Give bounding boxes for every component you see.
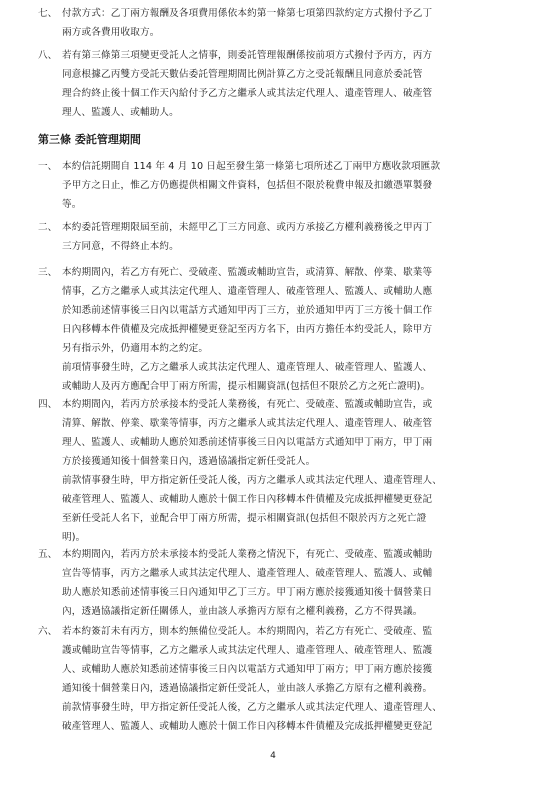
page-number: 4	[270, 751, 276, 761]
clause-item-7	[38, 4, 508, 42]
text-line: 前款情事發生時，甲方指定新任受託人後，乙方之繼承人或其法定代理人、遺產管理人、	[62, 702, 443, 713]
text-line: 人、或輔助人應於知悉前述情事後三日內以電話方式通知甲丁兩方；甲丁兩方應於接獲	[62, 664, 433, 675]
text-line: 助人應於知悉前述情事後三日內通知甲乙丁三方。甲丁兩方應於接獲通知後十個營業日	[62, 587, 433, 598]
text-line: 等。	[62, 199, 82, 210]
text-line: 或輔助人及丙方應配合甲丁兩方所需，提示相關資訊(包括但不限於乙方之死亡證明)。	[62, 381, 431, 392]
clause-number: 五、	[38, 549, 58, 560]
clause-text	[62, 545, 508, 621]
text-line: 明)。	[62, 532, 86, 543]
text-line: 本約委託管理期限屆至前，未經甲乙丁三方同意、或丙方承接乙方權利義務後之甲丙丁	[62, 222, 433, 233]
text-line: 破產管理人、監護人、或輔助人應於十個工作日內移轉本件債權及完成抵押權變更登記	[62, 721, 433, 732]
clause-item-6	[38, 622, 508, 736]
text-line: 三方同意，不得終止本約。	[62, 241, 179, 252]
text-line: 至新任受託人名下，並配合甲丁兩方所需，提示相關資訊(包括但不限於丙方之死亡證	[62, 513, 427, 524]
text-line: 同意根據乙丙雙方受託天數佔委託管理期間比例計算乙方之受託報酬且同意於委託管	[62, 69, 423, 80]
clause-number: 三、	[38, 267, 58, 278]
text-line: 護或輔助宣告等情事，乙方之繼承人或其法定代理人、遺產管理人、破產管理人、監護	[62, 645, 433, 656]
text-line: 破產管理人、監護人、或輔助人應於十個工作日內移轉本件債權及完成抵押權變更登記	[62, 494, 433, 505]
clause-number: 四、	[38, 399, 58, 410]
clause-item-1	[38, 157, 508, 214]
clause-item-3	[38, 263, 508, 396]
text-line: 通知後十個營業日內，透過協議指定新任受託人，並由該人承擔乙方原有之權利義務。	[62, 683, 433, 694]
clause-number: 一、	[38, 161, 58, 172]
text-line: 本約期間內，若乙方有死亡、受破產、監護或輔助宣告，或清算、解散、停業、歇業等	[62, 267, 433, 278]
clause-number: 六、	[38, 626, 58, 637]
text-line: 付款方式：乙丁兩方報酬及各項費用係依本約第一條第七項第四款約定方式撥付予乙丁	[62, 8, 433, 19]
text-line: 本約期間內，若丙方於承接本約受託人業務後，有死亡、受破產、監護或輔助宣告，或	[62, 399, 433, 410]
section-heading: 第三條 委託管理期間	[38, 133, 141, 146]
clause-item-8	[38, 46, 508, 122]
clause-item-4	[38, 395, 508, 547]
text-line: 本約信託期間自 114 年 4 月 10 日起至發生第一條第七項所述乙丁兩甲方應收款項匯款	[62, 161, 441, 172]
text-line: 理人、監護人、或輔助人。	[62, 107, 179, 118]
clause-number: 七、	[38, 8, 58, 19]
text-line: 理人、監護人、或輔助人應於知悉前述情事後三日內以電話方式通知甲丁兩方，甲丁兩	[62, 437, 433, 448]
text-line: 本約期間內，若丙方於未承接本約受託人業務之情況下，有死亡、受破產、監護或輔助	[62, 549, 433, 560]
text-line: 若本約簽訂未有丙方，則本約無備位受託人。本約期間內，若乙方有死亡、受破產、監	[62, 626, 433, 637]
text-line: 於知悉前述情事後三日內以電話方式通知甲丙丁三方，並於通知甲丙丁三方後十個工作	[62, 305, 433, 316]
clause-number: 八、	[38, 50, 58, 61]
text-line: 內，透過協議指定新任關係人，並由該人承擔丙方原有之權利義務，乙方不得異議。	[62, 606, 423, 617]
text-line: 情事，乙方之繼承人或其法定代理人、遺產管理人、破產管理人、監護人、或輔助人應	[62, 286, 433, 297]
clause-text	[62, 46, 508, 122]
clause-text	[62, 622, 508, 736]
text-line: 方於接獲通知後十個營業日內，透過協議指定新任受託人。	[62, 456, 316, 467]
clause-item-5	[38, 545, 508, 621]
clause-text	[62, 157, 508, 214]
text-line: 日內移轉本件債權及完成抵押權變更登記至丙方名下，由丙方擔任本約受託人，除甲方	[62, 324, 433, 335]
text-line: 前款情事發生時，甲方指定新任受託人後，丙方之繼承人或其法定代理人、遺產管理人、	[62, 475, 443, 486]
clause-number: 二、	[38, 222, 58, 233]
text-line: 理合約終止後十個工作天內給付予乙方之繼承人或其法定代理人、遺產管理人、破產管	[62, 88, 433, 99]
clause-item-2	[38, 218, 508, 256]
clause-text	[62, 4, 508, 42]
text-line: 予甲方之日止，惟乙方仍應提供相關文件資料，包括但不限於稅費申報及扣繳憑單製發	[62, 180, 433, 191]
text-line: 另有指示外，仍適用本約之約定。	[62, 343, 209, 354]
text-line: 若有第三條第三項變更受託人之情事，則委託管理報酬係按前項方式撥付予丙方，丙方	[62, 50, 433, 61]
clause-text	[62, 395, 508, 547]
text-line: 前項情事發生時，乙方之繼承人或其法定代理人、遺產管理人、破產管理人、監護人、	[62, 362, 433, 373]
text-line: 清算、解散、停業、歇業等情事，丙方之繼承人或其法定代理人、遺產管理人、破產管	[62, 418, 433, 429]
clause-text	[62, 263, 508, 396]
clause-text	[62, 218, 508, 256]
text-line: 宣告等情事，丙方之繼承人或其法定代理人、遺產管理人、破產管理人、監護人、或輔	[62, 568, 433, 579]
text-line: 兩方或各費用收取方。	[62, 27, 160, 38]
